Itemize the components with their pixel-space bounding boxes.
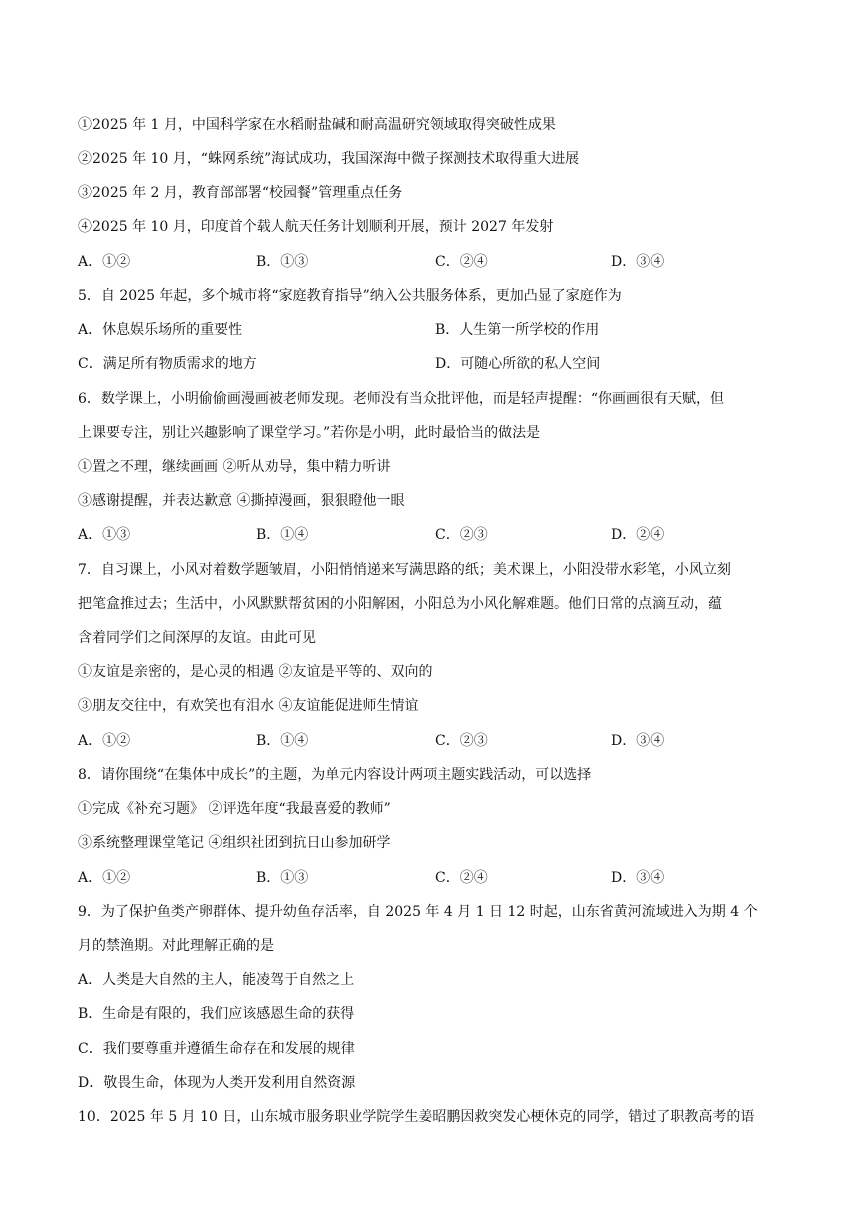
- q7-stem-line-2: 把笔盒推过去；生活中，小风默默帮贫困的小阳解困，小阳总为小风化解难题。他们日常的点滴互动，蕴: [78, 596, 722, 612]
- q7-option-a[interactable]: A．①②: [78, 733, 131, 749]
- q4-option-a[interactable]: A．①②: [78, 254, 131, 270]
- q8-stem: 8．请你围绕“在集体中成长”的主题，为单元内容设计两项主题实践活动，可以选择: [78, 767, 592, 783]
- q6-stem-line-2: 上课要专注，别让兴趣影响了课堂学习。”若你是小明，此时最恰当的做法是: [78, 425, 541, 441]
- q5-option-c[interactable]: C．满足所有物质需求的地方: [78, 356, 257, 372]
- q4-option-b[interactable]: B．①③: [256, 254, 309, 270]
- q8-items-row-2: ③系统整理课堂笔记 ④组织社团到抗日山参加研学: [78, 835, 391, 851]
- q7-option-b[interactable]: B．①④: [256, 733, 309, 749]
- q5-option-d[interactable]: D．可随心所欲的私人空间: [435, 356, 601, 372]
- q8-options: [78, 868, 795, 888]
- q6-option-c[interactable]: C．②③: [435, 527, 488, 543]
- q7-stem-line-1: 7．自习课上，小风对着数学题皱眉，小阳悄悄递来写满思路的纸；美术课上，小阳没带水彩笔，小风立刻: [78, 562, 731, 578]
- q5-option-b[interactable]: B．人生第一所学校的作用: [435, 322, 600, 338]
- q6-items-row-2: ③感谢提醒，并表达歉意 ④撕掉漫画，狠狠瞪他一眼: [78, 493, 405, 509]
- q4-item-4: ④2025 年 10 月，印度首个载人航天任务计划顺利开展，预计 2027 年发射: [78, 219, 554, 235]
- q9-stem-line-2: 月的禁渔期。对此理解正确的是: [78, 938, 274, 954]
- q9-option-c[interactable]: C．我们要尊重并遵循生命存在和发展的规律: [78, 1041, 355, 1057]
- q10-stem: 10．2025 年 5 月 10 日，山东城市服务职业学院学生姜昭鹏因救突发心梗休克的同学，错过了职教高考的语: [78, 1109, 755, 1125]
- q8-option-a[interactable]: A．①②: [78, 870, 131, 886]
- q7-option-d[interactable]: D．③④: [611, 733, 665, 749]
- q6-stem-line-1: 6．数学课上，小明偷偷画漫画被老师发现。老师没有当众批评他，而是轻声提醒：“你画画很有天赋，但: [78, 391, 725, 407]
- q9-option-b[interactable]: B．生命是有限的，我们应该感恩生命的获得: [78, 1006, 355, 1022]
- q9-option-d[interactable]: D．敬畏生命，体现为人类开发利用自然资源: [78, 1075, 356, 1091]
- q6-options: [78, 525, 795, 545]
- q7-options: [78, 731, 795, 751]
- q8-option-b[interactable]: B．①③: [256, 870, 309, 886]
- q4-item-2: ②2025 年 10 月，“蛛网系统”海试成功，我国深海中微子探测技术取得重大进展: [78, 151, 580, 167]
- q4-options: [78, 252, 795, 272]
- q5-option-a[interactable]: A．休息娱乐场所的重要性: [78, 322, 243, 338]
- q6-option-a[interactable]: A．①③: [78, 527, 131, 543]
- q7-items-row-2: ③朋友交往中，有欢笑也有泪水 ④友谊能促进师生情谊: [78, 698, 419, 714]
- q4-option-d[interactable]: D．③④: [611, 254, 665, 270]
- q6-option-d[interactable]: D．②④: [611, 527, 665, 543]
- q8-items-row-1: ①完成《补充习题》 ②评选年度“我最喜爱的教师”: [78, 801, 391, 817]
- q5-stem: 5．自 2025 年起，多个城市将“家庭教育指导”纳入公共服务体系，更加凸显了家庭作为: [78, 288, 622, 304]
- q8-option-d[interactable]: D．③④: [611, 870, 665, 886]
- q6-items-row-1: ①置之不理，继续画画 ②听从劝导，集中精力听讲: [78, 459, 391, 475]
- q7-items-row-1: ①友谊是亲密的，是心灵的相遇 ②友谊是平等的、双向的: [78, 664, 433, 680]
- q4-item-1: ①2025 年 1 月，中国科学家在水稻耐盐碱和耐高温研究领域取得突破性成果: [78, 117, 556, 133]
- q9-option-a[interactable]: A．人类是大自然的主人，能凌驾于自然之上: [78, 972, 355, 988]
- q4-item-3: ③2025 年 2 月，教育部部署“校园餐”管理重点任务: [78, 185, 403, 201]
- q4-option-c[interactable]: C．②④: [435, 254, 488, 270]
- q5-options-row-2: [78, 354, 795, 374]
- q7-option-c[interactable]: C．②③: [435, 733, 488, 749]
- q6-option-b[interactable]: B．①④: [256, 527, 309, 543]
- q5-options-row-1: [78, 320, 795, 340]
- q8-option-c[interactable]: C．②④: [435, 870, 488, 886]
- q7-stem-line-3: 含着同学们之间深厚的友谊。由此可见: [78, 630, 316, 646]
- q9-stem-line-1: 9．为了保护鱼类产卵群体、提升幼鱼存活率，自 2025 年 4 月 1 日 12 时起，山东省黄河流域进入为期 4 个: [78, 904, 758, 920]
